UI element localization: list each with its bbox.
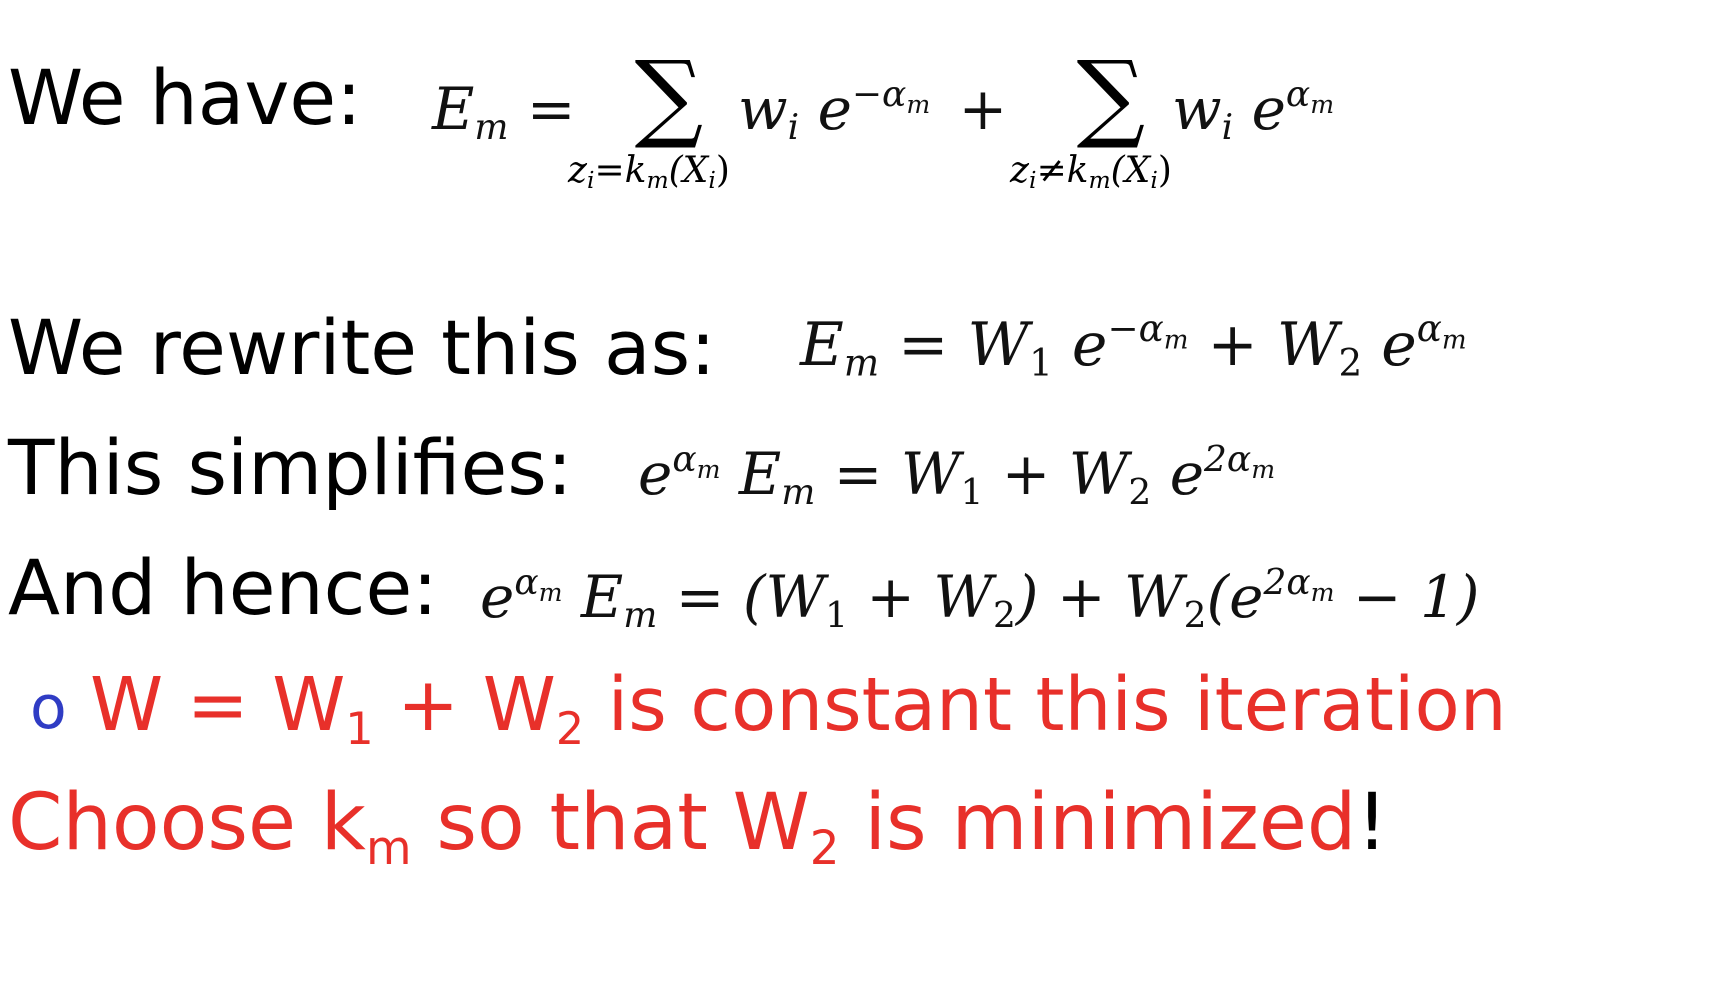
line-1-formula-lhs: $E_m$ =	[432, 75, 576, 149]
summation-index-not-equal: $z_i\ne k_m(X_i)$	[1010, 150, 1172, 194]
summation-equal	[568, 40, 730, 194]
sigma-symbol: ∑	[634, 40, 704, 152]
bullet-marker: o	[30, 673, 67, 743]
line-2-formula: $E_m = W_1$ $e^{-\alpha_m} + W_2$ $e^{\alpha_m}$	[800, 305, 1467, 385]
line-1-term-1: $w_i$ $e^{-\alpha_m}$ +	[738, 73, 1008, 149]
line-3-formula: $e^{\alpha_m}$ $E_m = W_1 + W_2$ $e^{2\alpha_m}$	[638, 438, 1276, 514]
line-1-label: We have:	[8, 53, 362, 142]
line-2-label: We rewrite this as:	[8, 303, 716, 392]
line-1-term-2: $w_i$ $e^{\alpha_m}$	[1172, 73, 1335, 149]
summation-index-equal: $z_i=k_m(X_i)$	[568, 150, 730, 194]
sigma-symbol: ∑	[1076, 40, 1146, 152]
exclamation-mark: !	[1356, 778, 1388, 868]
summation-not-equal	[1010, 40, 1172, 194]
line-4-label: And hence:	[8, 543, 438, 632]
conclusion-text: Choose $k_m$ so that $W_2$ is minimized!	[8, 778, 1388, 876]
line-4-formula: $e^{\alpha_m}$ $E_m = (W_1 + W_2) + W_2(e^{2\alpha_m} - 1)$	[480, 561, 1480, 637]
line-3-label: This simplifies:	[8, 423, 573, 512]
bullet-text-constant: $W = W_1 + W_2$ is constant this iteration	[90, 662, 1507, 756]
